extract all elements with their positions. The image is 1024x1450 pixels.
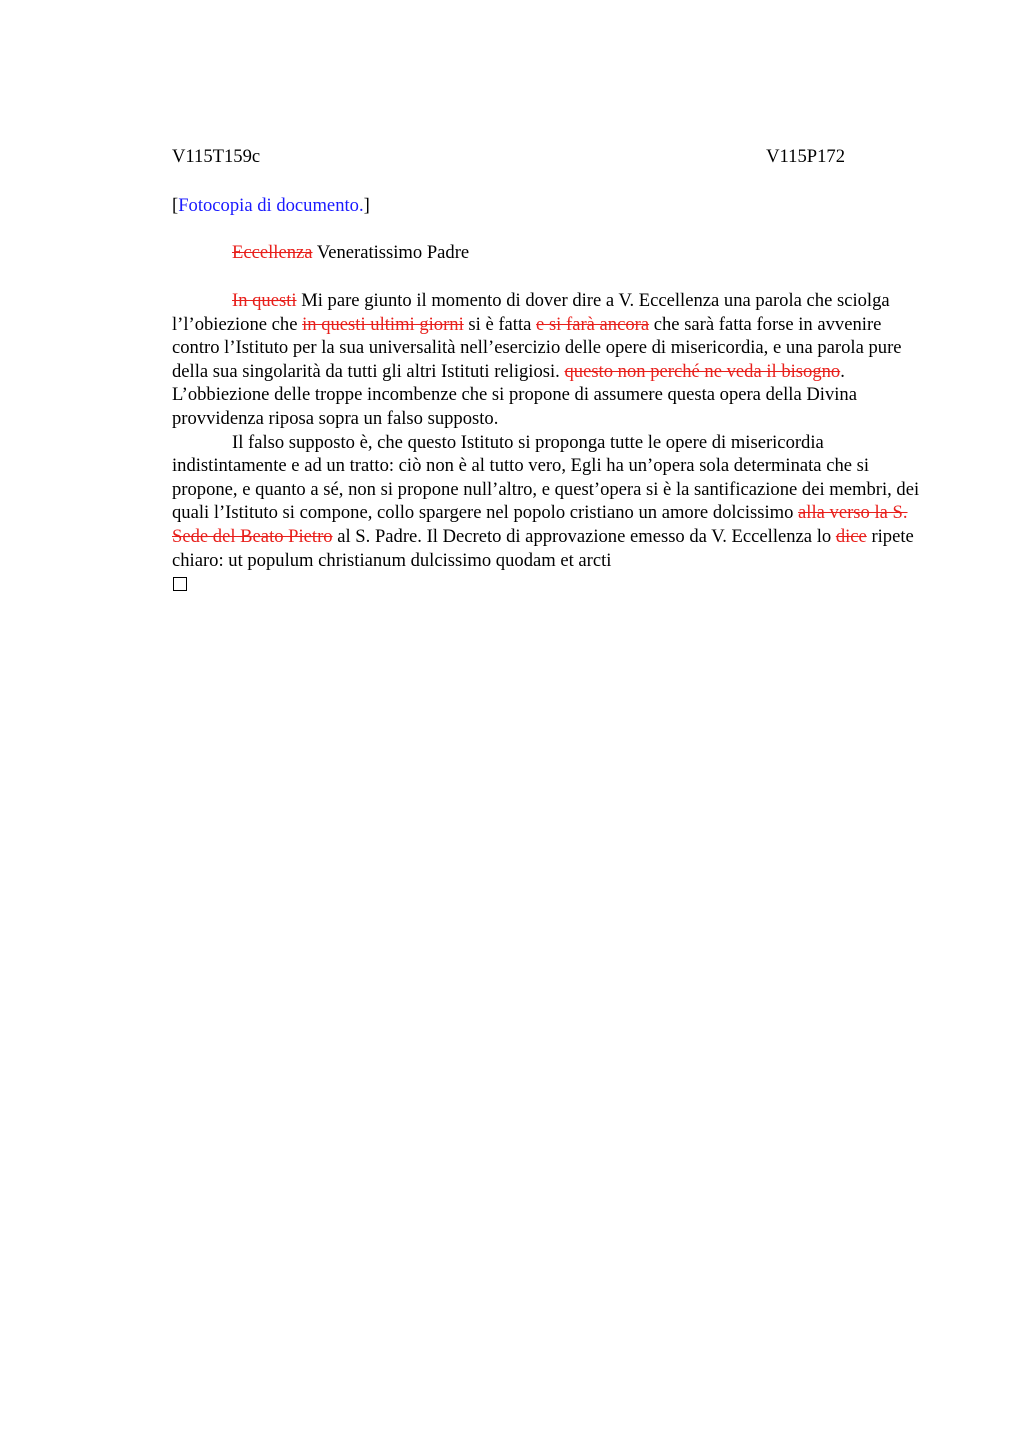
note-open-bracket: [	[172, 195, 179, 216]
deleted-text: alla verso la S. Sede del Beato Pietro	[172, 502, 908, 547]
paragraph-text: si è fatta	[463, 313, 537, 335]
salutation-text: Veneratissimo Padre	[312, 242, 470, 263]
deleted-text: questo non perché ne veda il bisogno	[564, 360, 841, 382]
letter-body	[172, 289, 928, 591]
document-header	[172, 145, 845, 169]
paragraph-text: Il falso supposto è, che questo Istituto si proponga tutte le opere di misericordia indistintamente e ad un tratto: ciò non è al tutto vero, Egli ha un’opera sola determinata che si propone, e quanto a sé, non si propone null’altro, e quest’opera si è la santificazione dei membri, dei quali l’Istituto si compone, collo spargere nel popolo cristiano un amore dolcissimo	[172, 431, 920, 524]
right-code: V115P172	[766, 146, 845, 167]
deleted-text: in questi ultimi giorni	[302, 313, 464, 335]
deleted-text: In questi	[232, 290, 297, 311]
paragraph-text: che sarà fatta forse in avvenire contro l’Istituto per la sua universalità nell’esercizio delle opere di misericordia, e una parola pure della sua singolarità da tutti gli altri Istituti religiosi.	[172, 313, 902, 382]
salutation	[172, 241, 928, 265]
paragraph-text: al S. Padre. Il Decreto di approvazione emesso da V. Eccellenza lo	[332, 525, 836, 547]
left-code: V115T159c	[172, 146, 261, 167]
paragraph-text: Mi pare giunto il momento di dover dire a V. Eccellenza una parola che sciolga l’l’obiezione che	[172, 290, 890, 335]
note-text: Fotocopia di documento.	[178, 195, 364, 216]
deleted-text: e si farà ancora	[536, 313, 650, 335]
paragraph-1	[172, 289, 928, 431]
empty-square-icon	[173, 577, 187, 591]
paragraph-2	[172, 431, 928, 573]
deleted-text: Eccellenza	[232, 242, 313, 263]
deleted-text: dice	[835, 525, 867, 547]
editorial-note	[172, 194, 928, 218]
document-page	[172, 145, 928, 591]
paragraph-text: ripete chiaro: ut populum christianum dulcissimo quodam et arcti	[172, 525, 914, 571]
paragraph-text: . L’obbiezione delle troppe incombenze che si propone di assumere questa opera della Divina provvidenza riposa sopra un falso supposto.	[172, 360, 857, 429]
note-close-bracket: ]	[363, 195, 370, 216]
